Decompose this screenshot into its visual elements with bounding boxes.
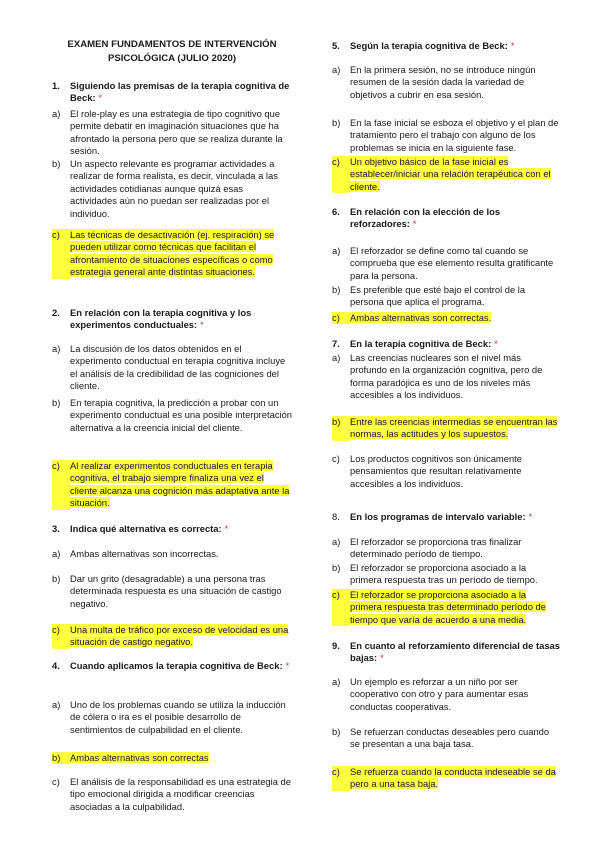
question-3 [52,523,292,535]
question-number: 9. [332,640,340,651]
option-text: Un aspecto relevante es programar actividades a realizar de forma realista, es decir, vinculada a las actividades cotidianas aunque quizá esas actividades aún no puedan ser realizadas por el individuo. [70,158,278,219]
option-text: En la fase inicial se esboza el objetivo y el plan de tratamiento pero el trabajo con alguno de los problemas se inicia en la siguiente fase. [350,117,559,153]
option-text-highlighted: El reforzador se proporciona asociado a la primera respuesta tras determinado período de tiempo que varía de acuerdo a una media. [350,589,546,625]
option-letter: b) [332,726,341,737]
option-letter: a) [52,548,61,559]
option-text: El reforzador se proporciona tras finalizar determinado período de tiempo. [350,536,522,560]
question-text: En la terapia cognitiva de Beck: [350,338,492,349]
question-number: 1. [52,80,60,91]
option-letter: c) [52,624,70,649]
option-letter: b) [332,284,341,295]
option-letter: b) [332,416,350,441]
question-text: En relación con la terapia cognitiva y los experimentos conductuales: [70,307,252,331]
question-9 [332,640,560,665]
option-3b[interactable] [52,573,292,610]
option-letter: c) [332,589,350,626]
question-number: 2. [52,307,60,318]
option-text: El reforzador se proporciona asociado a la primera respuesta tras un período de tiempo. [350,562,538,586]
option-4a[interactable] [52,699,292,736]
option-text: En terapia cognitiva, la predicción a probar con un experimento conductual es una posible interpretación alternativa a la creencia inicial del cliente. [70,397,293,433]
option-letter: a) [332,245,341,256]
required-mark: * [380,652,384,664]
option-9c[interactable] [332,766,560,791]
question-text: En los programas de intervalo variable: [350,511,526,522]
option-letter: c) [332,156,350,193]
required-mark: * [494,338,498,349]
option-letter: c) [332,312,350,324]
option-7b[interactable] [332,416,560,441]
question-2 [52,307,292,332]
option-letter: b) [332,562,341,573]
required-mark: * [510,40,515,51]
option-text-highlighted: Se refuerza cuando la conducta indeseable se da pero a una tasa baja. [350,766,556,790]
option-1a[interactable] [52,108,292,158]
exam-title-line-2: PSICOLÓGICA (JULIO 2020) [107,53,237,64]
option-2c[interactable] [52,460,292,510]
question-number: 6. [332,206,340,217]
option-text: Uno de los problemas cuando se utiliza la inducción de cólera o ira es el posible desarrollo de sentimientos de culpabilidad en el cliente. [70,699,286,735]
option-text-highlighted: Un objetivo básico de la fase inicial es establecer/iniciar una relación terapéutica con el cliente. [350,156,551,192]
option-text-highlighted: Las técnicas de desactivación (ej. respiración) se pueden utilizar como técnicas que facilitan el afrontamiento de situaciones específicas o como estrategia general ante distintas situaciones. [70,229,275,278]
question-text: En relación con la elección de los reforzadores: [350,206,501,230]
option-5b[interactable] [332,117,560,154]
question-text: Según la terapia cognitiva de Beck: [350,40,508,51]
option-text: Los productos cognitivos son únicamente pensamientos que resultan relativamente accesibles a los individuos. [350,453,522,489]
required-mark: * [224,523,229,534]
option-4b[interactable] [52,752,292,764]
option-letter: b) [52,397,61,408]
option-text-highlighted: Ambas alternativas son correctas. [350,312,492,323]
question-text: Indica qué alternativa es correcta: [70,523,222,534]
exam-title-line-1: EXAMEN FUNDAMENTOS DE INTERVENCIÓN [67,39,277,50]
question-text: Siguiendo las premisas de la terapia cognitiva de Beck: [70,80,290,104]
option-text: El reforzador se define como tal cuando se comprueba que ese elemento resulta gratificante para la persona. [350,245,554,281]
option-6a[interactable] [332,245,560,282]
question-text: Cuando aplicamos la terapia cognitiva de Beck: [70,660,283,671]
option-letter: c) [52,460,70,510]
option-6c[interactable] [332,312,560,324]
required-mark: * [98,92,103,104]
option-4c[interactable] [52,776,292,813]
option-9b[interactable] [332,726,560,751]
option-letter: a) [332,536,341,547]
option-letter: a) [332,676,341,687]
exam-title [52,38,292,66]
option-text-highlighted: Ambas alternativas son correctas [70,752,209,763]
option-text: Las creencias nucleares son el nivel más profundo en la organización cognitiva, pero de forma paradójica es uno de los niveles más accesibles a los individuos. [350,352,543,401]
required-mark: * [528,511,533,522]
option-5c[interactable] [332,156,560,193]
option-letter: b) [52,573,61,584]
question-5 [332,40,560,52]
question-7 [332,338,560,350]
question-number: 7. [332,338,340,349]
option-1c[interactable] [52,229,292,279]
option-text: Ambas alternativas son incorrectas. [70,548,219,559]
required-mark: * [285,660,290,671]
option-letter: c) [52,776,60,787]
option-letter: c) [332,453,340,464]
option-text: Se refuerzan conductas deseables pero cuando se presentan a una baja tasa. [350,726,550,750]
option-letter: c) [332,766,350,791]
option-letter: a) [332,64,341,75]
option-text-highlighted: Al realizar experimentos conductuales en terapia cognitiva, el trabajo siempre finaliza una vez el cliente alcanza una cognición más adaptativa ante la situación. [70,460,290,509]
option-8c[interactable] [332,589,560,626]
option-text-highlighted: Entre las creencias intermedias se encuentran las normas, las actitudes y los supuestos. [350,416,558,440]
option-8b[interactable] [332,562,560,587]
question-number: 3. [52,523,60,534]
option-1b[interactable] [52,158,292,220]
option-letter: b) [52,158,61,169]
option-9a[interactable] [332,676,560,713]
option-letter: a) [52,343,61,354]
option-2a[interactable] [52,343,292,393]
option-text: Dar un grito (desagradable) a una persona tras determinada respuesta es una situación de castigo negativo. [70,573,282,609]
required-mark: * [412,218,417,230]
option-5a[interactable] [332,64,560,101]
option-letter: c) [52,229,70,279]
option-text: El role-play es una estrategia de tipo cognitivo que permite debatir en imaginación situaciones que ha afrontado la persona pero que se realiza durante la sesión. [70,108,283,157]
option-text: El análisis de la responsabilidad es una estrategia de tipo emocional dirigida a modificar creencias asociadas a la culpabilidad. [70,776,291,812]
option-2b[interactable] [52,397,292,434]
option-letter: b) [52,752,70,764]
option-7c[interactable] [332,453,560,490]
question-1 [52,80,292,105]
question-4 [52,660,292,672]
option-text: En la primera sesión, no se introduce ningún resumen de la sesión dada la variedad de objetivos a cubrir en esa sesión. [350,64,536,100]
option-6b[interactable] [332,284,560,309]
option-letter: a) [332,352,341,363]
question-number: 5. [332,40,340,51]
question-number: 4. [52,660,60,671]
question-text: En cuanto al reforzamiento diferencial de tasas bajas: [350,640,560,664]
option-text: Un ejemplo es reforzar a un niño por ser cooperativo con otro y para aumentar esas conductas cooperativas. [350,676,529,712]
question-8 [332,511,560,523]
option-letter: b) [332,117,341,128]
option-text: Es preferible que esté bajo el control de la persona que aplica el programa. [350,284,526,308]
option-text-highlighted: Una multa de tráfico por exceso de velocidad es una situación de castigo negativo. [70,624,289,648]
option-text: La discusión de los datos obtenidos en el experimento conductual en terapia cognitiva incluye el análisis de la credibilidad de las cogniciones del cliente. [70,343,286,392]
option-3a[interactable] [52,548,292,560]
option-letter: a) [52,108,61,119]
option-letter: a) [52,699,61,710]
question-6 [332,206,560,231]
option-7a[interactable] [332,352,560,402]
option-3c[interactable] [52,624,292,649]
option-8a[interactable] [332,536,560,561]
required-mark: * [200,319,204,331]
question-number: 8. [332,511,340,522]
